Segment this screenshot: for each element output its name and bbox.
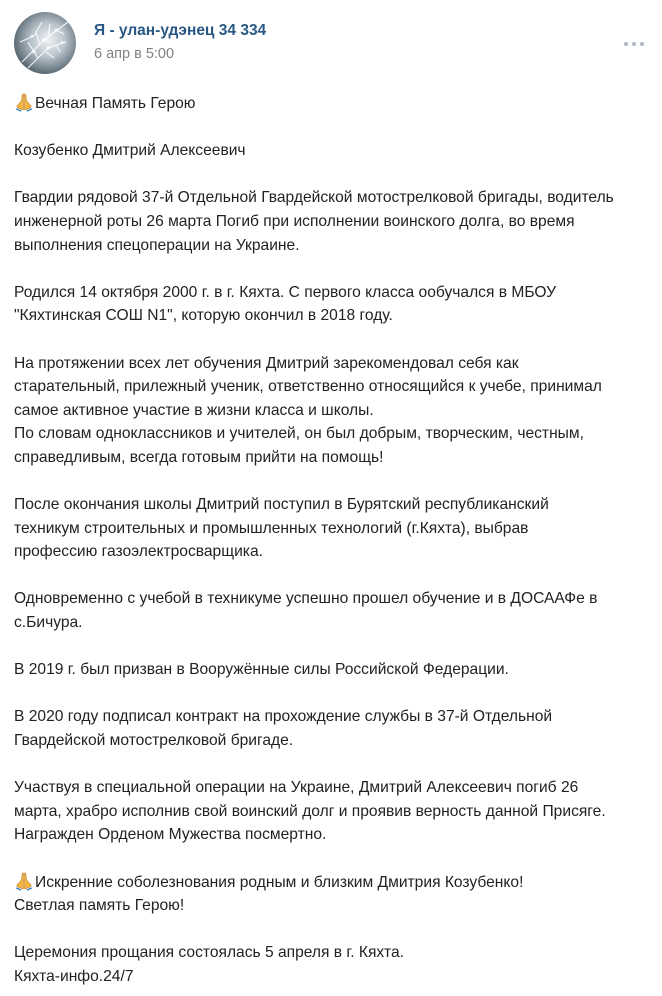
post-date-link[interactable]: 6 апр в 5:00: [94, 46, 175, 62]
post-line: [14, 776, 654, 800]
post-paragraph: [14, 587, 654, 634]
more-horizontal-icon[interactable]: [620, 34, 648, 54]
post-line: [14, 446, 654, 470]
post-line-text: После окончания школы Дмитрий поступил в Бурятский республиканский: [14, 496, 549, 514]
post-line: [14, 139, 654, 163]
post-line-text: с.Бичура.: [14, 614, 83, 632]
post-line-text: самое активное участие в жизни класса и школы.: [14, 401, 374, 419]
post-line: [14, 823, 654, 847]
post-author-link[interactable]: Я - улан-удэнец 34 334: [94, 22, 267, 39]
post-line-text: Участвуя в специальной операции на Украине, Дмитрий Алексеевич погиб 26: [14, 779, 579, 797]
post-line: [14, 894, 654, 918]
post-line-text: Родился 14 октября 2000 г. в г. Кяхта. С первого класса ообучался в МБОУ: [14, 283, 557, 301]
post-paragraph: [14, 941, 654, 988]
post-line-text: Награжден Орденом Мужества посмертно.: [14, 826, 327, 844]
post-paragraph: [14, 871, 654, 918]
post-line: [14, 422, 654, 446]
post-line-text: инженерной роты 26 марта Погиб при исполнении воинского долга, во время: [14, 212, 575, 230]
post-line-text: В 2020 году подписал контракт на прохождение службы в 37-й Отдельной: [14, 708, 553, 726]
post-line-text: профессию газоэлектросварщика.: [14, 543, 263, 561]
folded-hands-emoji-icon: [14, 871, 34, 891]
post-text: [14, 92, 654, 989]
post-line-text: справедливым, всегда готовым прийти на помощь!: [14, 448, 384, 466]
post-line: [14, 375, 654, 399]
post-paragraph: [14, 776, 654, 847]
post-line: [14, 493, 654, 517]
post-line: [14, 965, 654, 989]
post-line: [14, 517, 654, 541]
post-line: [14, 587, 654, 611]
post-line-text: марта, храбро исполнив свой воинский долг и проявив верность данной Присяге.: [14, 802, 606, 820]
folded-hands-emoji-icon: [14, 92, 34, 112]
post-header: [0, 0, 662, 86]
frosted-branches-avatar: [14, 12, 76, 74]
post-line: [14, 92, 654, 116]
post-line-text: На протяжении всех лет обучения Дмитрий зарекомендовал себя как: [14, 354, 519, 372]
post-paragraph: [14, 281, 654, 328]
post-line-text: Гвардейской мотострелковой бригаде.: [14, 732, 294, 750]
post-paragraph: [14, 493, 654, 564]
post-line-text: Церемония прощания состоялась 5 апреля в г. Кяхта.: [14, 944, 404, 962]
post-line-text: выполнения спецоперации на Украине.: [14, 236, 300, 254]
post-paragraph: [14, 186, 654, 257]
post-line: [14, 540, 654, 564]
post-line-text: старательный, прилежный ученик, ответственно относящийся к учебе, принимал: [14, 378, 602, 396]
avatar[interactable]: [14, 12, 76, 74]
post-line: [14, 352, 654, 376]
post-line: [14, 186, 654, 210]
post-line-text: Искренние соболезнования родным и близким Дмитрия Козубенко!: [35, 873, 524, 891]
post-paragraph: [14, 139, 654, 163]
post-line: [14, 399, 654, 423]
post-line-text: Гвардии рядовой 37-й Отдельной Гвардейской мотострелковой бригады, водитель: [14, 189, 614, 207]
post-line: [14, 234, 654, 258]
post-line-text: Кяхта-инфо.24/7: [14, 967, 134, 985]
post-line: [14, 705, 654, 729]
post-paragraph: [14, 705, 654, 752]
post-line: [14, 658, 654, 682]
post-line-text: техникум строительных и промышленных технологий (г.Кяхта), выбрав: [14, 519, 529, 537]
post-line-text: В 2019 г. был призван в Вооружённые силы Российской Федерации.: [14, 661, 509, 679]
post-paragraph: [14, 92, 654, 116]
post-line: [14, 800, 654, 824]
post-line-text: По словам одноклассников и учителей, он был добрым, творческим, честным,: [14, 425, 584, 443]
post-line: [14, 611, 654, 635]
post-line: [14, 304, 654, 328]
post-line: [14, 729, 654, 753]
post-line: [14, 941, 654, 965]
post-line-text: Одновременно с учебой в техникуме успешно прошел обучение и в ДОСААФе в: [14, 590, 598, 608]
post-line: [14, 281, 654, 305]
post-line-text: Вечная Память Герою: [35, 95, 196, 112]
post-paragraph: [14, 352, 654, 470]
post-line-text: Светлая память Герою!: [14, 897, 185, 915]
post-paragraph: [14, 658, 654, 682]
post-line: [14, 210, 654, 234]
post-line: [14, 871, 654, 895]
post-line-text: Козубенко Дмитрий Алексеевич: [14, 142, 246, 160]
post-line-text: "Кяхтинская СОШ N1", которую окончил в 2018 году.: [14, 307, 393, 325]
